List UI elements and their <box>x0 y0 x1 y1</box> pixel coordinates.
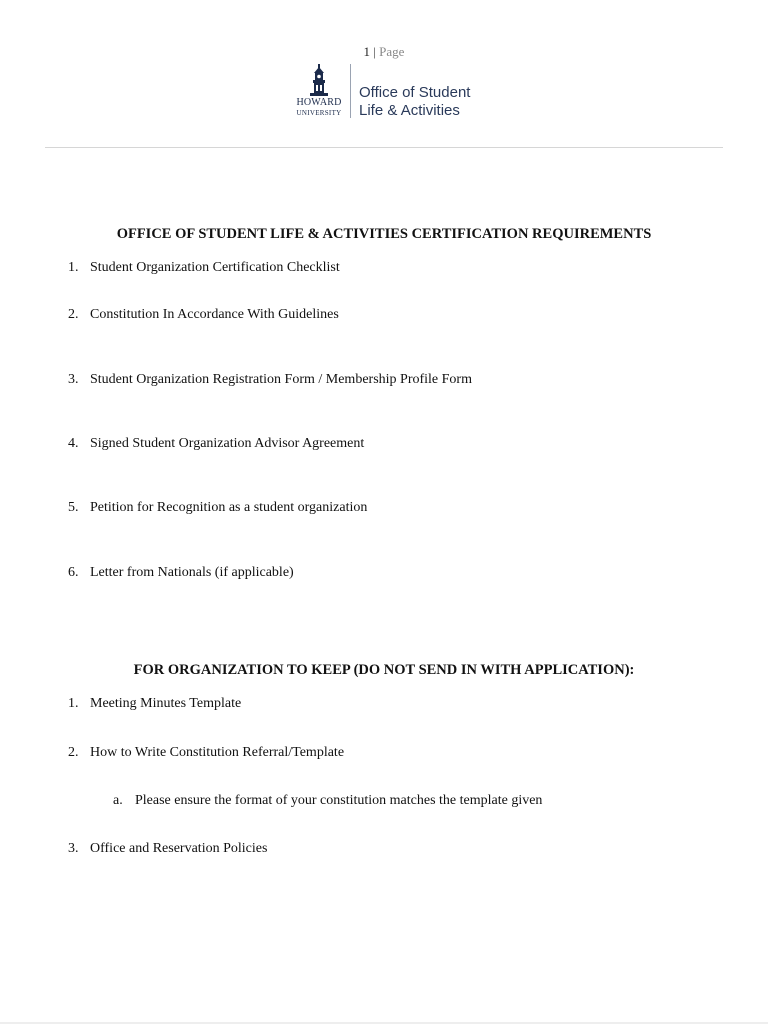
page-number-value: 1 <box>363 44 371 59</box>
list-item-text: Signed Student Organization Advisor Agreement <box>90 436 365 451</box>
list-item-number: 3. <box>68 841 79 856</box>
list-subitem-letter: a. <box>113 793 123 808</box>
logo-office-line2: Life & Activities <box>359 102 460 119</box>
list-item-text: Constitution In Accordance With Guidelines <box>90 307 339 322</box>
list-item-text: How to Write Constitution Referral/Template <box>90 745 345 760</box>
list-item-number: 6. <box>68 565 79 580</box>
list-item-text: Petition for Recognition as a student organization <box>90 500 368 515</box>
list-item-text: Letter from Nationals (if applicable) <box>90 565 294 580</box>
page-number-label: Page <box>379 44 405 59</box>
list-item-number: 2. <box>68 745 79 760</box>
list-item-text: Student Organization Registration Form / Membership Profile Form <box>90 372 472 387</box>
header-rule <box>45 147 723 148</box>
logo-university-line2: UNIVERSITY <box>296 109 342 117</box>
list-item-number: 1. <box>68 696 79 711</box>
list-item-number: 3. <box>68 372 79 387</box>
logo-university-line1: HOWARD <box>296 97 342 108</box>
list-item-text: Meeting Minutes Template <box>90 696 242 711</box>
list-item-text: Student Organization Certification Checklist <box>90 260 340 275</box>
list-item-number: 5. <box>68 500 79 515</box>
logo-office-line1: Office of Student <box>359 84 471 101</box>
list-item-number: 2. <box>68 307 79 322</box>
list-item-number: 1. <box>68 260 79 275</box>
section-heading-organization-keep: FOR ORGANIZATION TO KEEP (DO NOT SEND IN WITH APPLICATION): <box>133 662 635 678</box>
list-item-text: Office and Reservation Policies <box>90 841 268 856</box>
logo-divider <box>350 64 351 118</box>
logo-office-name <box>359 84 470 120</box>
list-subitem-text: Please ensure the format of your constitution matches the template given <box>135 793 543 808</box>
list-item-number: 4. <box>68 436 79 451</box>
page-number-separator: | <box>373 44 376 59</box>
section-heading-certification: OFFICE OF STUDENT LIFE & ACTIVITIES CERTIFICATION REQUIREMENTS <box>116 226 652 242</box>
page-number <box>0 44 768 60</box>
